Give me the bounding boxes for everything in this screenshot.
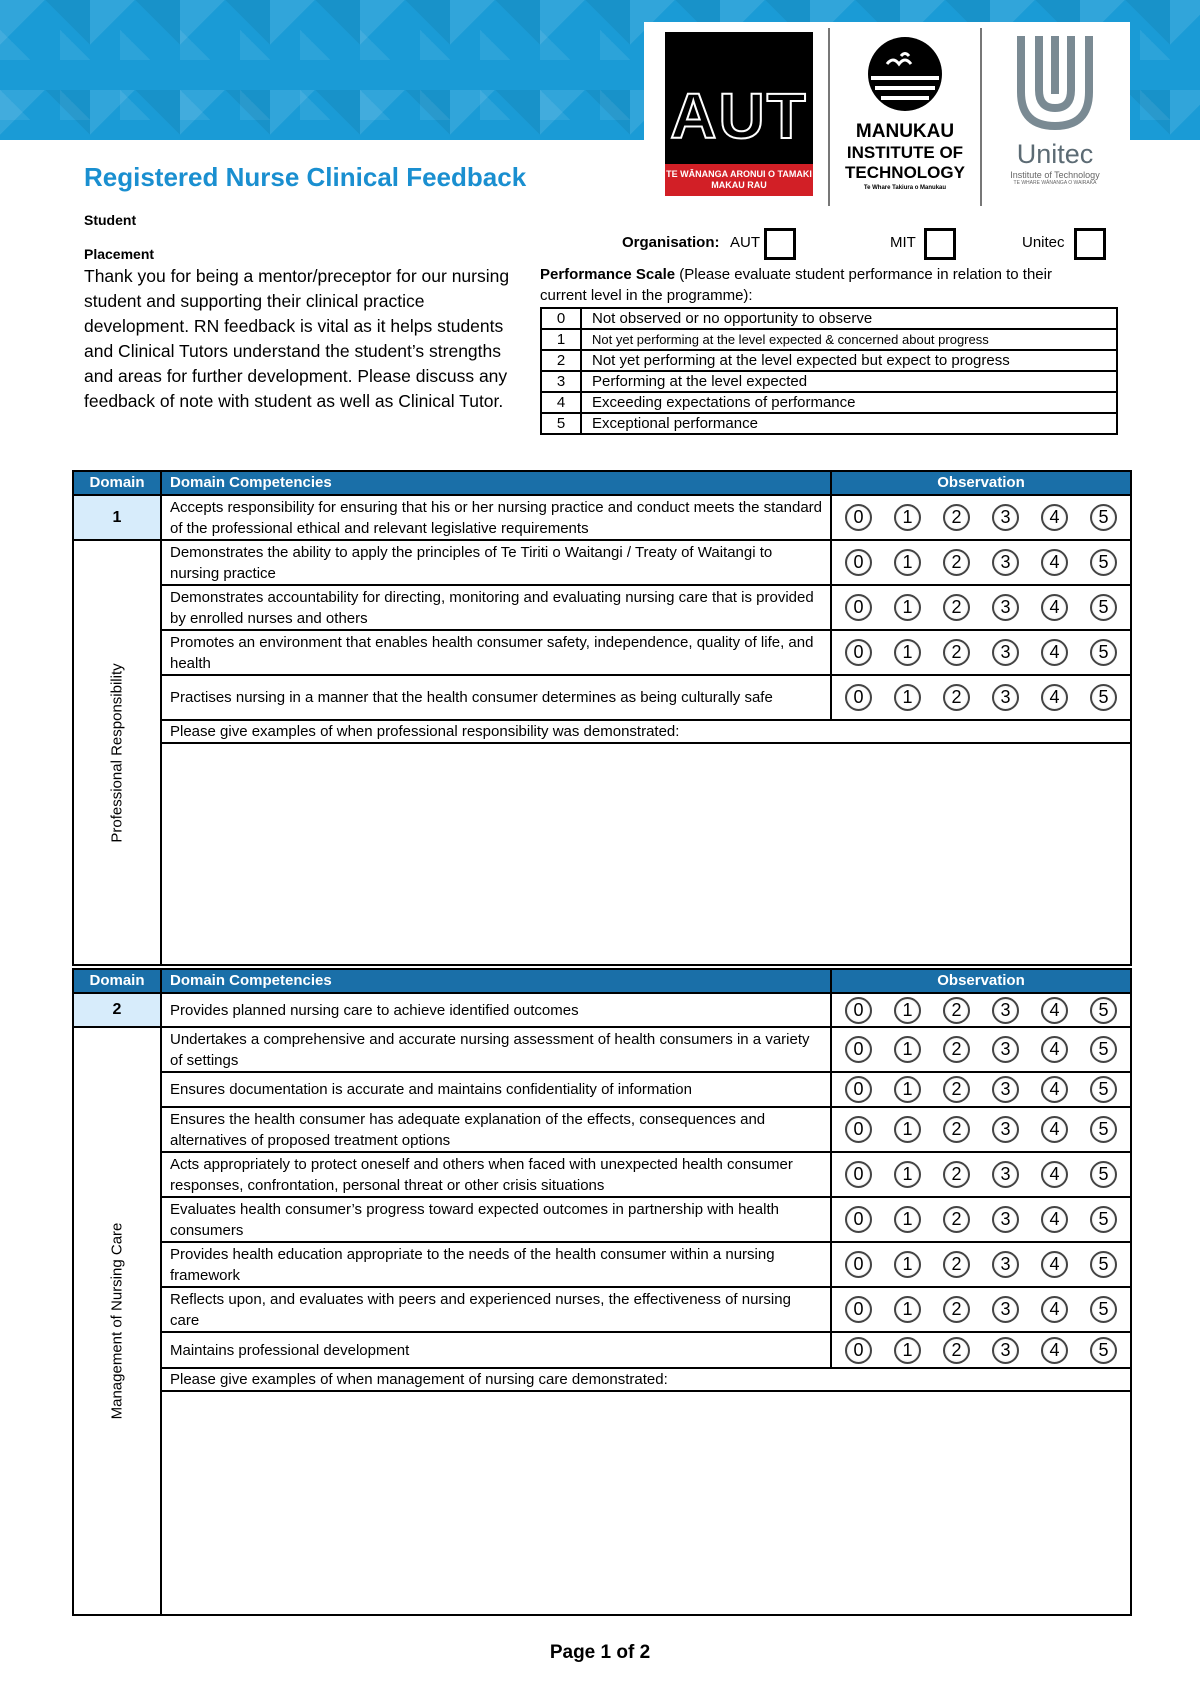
scale-description: Not yet performing at the level expected & concerned about progress: [581, 329, 1117, 350]
mit-emblem-icon: [865, 34, 945, 116]
intro-text: Thank you for being a mentor/preceptor for our nursing student and supporting their clinical practice development. RN feedback is vital as it helps students and Clinical Tutors understand the student’s strengths and areas for further development. Please discuss any feedback of note with student as well as Clinical Tutor.: [84, 266, 510, 411]
rating-option-2[interactable]: 2: [943, 1296, 970, 1323]
scale-value: 0: [541, 308, 581, 329]
rating-option-4[interactable]: 4: [1041, 639, 1068, 666]
scale-row: [541, 371, 1117, 392]
placement-label: Placement: [84, 246, 155, 262]
rating-option-2[interactable]: 2: [943, 549, 970, 576]
rating-option-4[interactable]: 4: [1041, 504, 1068, 531]
examples-answer-row: [73, 1391, 1131, 1615]
competency-text: Provides planned nursing care to achieve identified outcomes: [161, 993, 831, 1027]
rating-option-5[interactable]: 5: [1090, 639, 1117, 666]
domain-number: 1: [73, 495, 161, 540]
competency-row: [73, 1027, 1131, 1072]
rating-option-1[interactable]: 1: [894, 549, 921, 576]
competency-row: [73, 495, 1131, 540]
rating-option-3[interactable]: 3: [992, 997, 1019, 1024]
rating-option-2[interactable]: 2: [943, 1337, 970, 1364]
rating-group: [831, 1152, 1131, 1197]
rating-option-1[interactable]: 1: [894, 1206, 921, 1233]
rating-option-1[interactable]: 1: [894, 1251, 921, 1278]
scale-description: Exceeding expectations of performance: [581, 392, 1117, 413]
examples-answer-area[interactable]: [161, 1391, 1131, 1615]
rating-option-5[interactable]: 5: [1090, 1161, 1117, 1188]
scale-row: [541, 329, 1117, 350]
org-checkbox-aut[interactable]: [764, 228, 796, 260]
rating-group: [831, 1072, 1131, 1107]
rating-option-4[interactable]: 4: [1041, 549, 1068, 576]
unitec-logo-name: Unitec: [1016, 139, 1094, 169]
domain-2-table: [72, 968, 1132, 1616]
examples-prompt: Please give examples of when management of nursing care demonstrated:: [161, 1368, 1131, 1391]
scale-row: [541, 392, 1117, 413]
scale-description: Exceptional performance: [581, 413, 1117, 434]
rating-option-1[interactable]: 1: [894, 1161, 921, 1188]
rating-option-5[interactable]: 5: [1090, 1296, 1117, 1323]
rating-option-2[interactable]: 2: [943, 639, 970, 666]
competency-text: Ensures documentation is accurate and maintains confidentiality of information: [161, 1072, 831, 1107]
org-option-aut-label: AUT: [730, 234, 760, 251]
competency-text: Maintains professional development: [161, 1332, 831, 1368]
rating-option-5[interactable]: 5: [1090, 1116, 1117, 1143]
rating-option-2[interactable]: 2: [943, 684, 970, 711]
rating-option-3[interactable]: 3: [992, 1036, 1019, 1063]
rating-option-5[interactable]: 5: [1090, 1036, 1117, 1063]
performance-scale-label: Performance Scale: [540, 266, 676, 283]
rating-group: [831, 1027, 1131, 1072]
scale-description: Performing at the level expected: [581, 371, 1117, 392]
competency-text: Accepts responsibility for ensuring that his or her nursing practice and conduct meets the standard of the professional ethical and relevant legislative requirements: [161, 495, 831, 540]
examples-prompt-row: [73, 720, 1131, 743]
rating-option-3[interactable]: 3: [992, 1076, 1019, 1103]
rating-option-0[interactable]: 0: [845, 1116, 872, 1143]
rating-option-1[interactable]: 1: [894, 1036, 921, 1063]
rating-option-5[interactable]: 5: [1090, 997, 1117, 1024]
rating-option-2[interactable]: 2: [943, 997, 970, 1024]
mit-logo-line1: MANUKAU: [855, 121, 955, 142]
domain-name: Professional Responsibility: [108, 662, 126, 843]
rating-option-2[interactable]: 2: [943, 1251, 970, 1278]
logo-divider: [980, 28, 982, 206]
rating-option-4[interactable]: 4: [1041, 1296, 1068, 1323]
competency-text: Undertakes a comprehensive and accurate nursing assessment of health consumers in a variety of settings: [161, 1027, 831, 1072]
org-option-mit-label: MIT: [890, 234, 916, 251]
competencies-header: Domain Competencies: [161, 471, 831, 495]
rating-option-0[interactable]: 0: [845, 594, 872, 621]
competency-text: Promotes an environment that enables health consumer safety, independence, quality of life, and health: [161, 630, 831, 675]
rating-option-1[interactable]: 1: [894, 639, 921, 666]
rating-group: [831, 495, 1131, 540]
rating-option-0[interactable]: 0: [845, 504, 872, 531]
rating-option-5[interactable]: 5: [1090, 594, 1117, 621]
performance-scale-note: (Please evaluate student performance in relation to their current level in the programme):: [540, 266, 1052, 304]
domain-name: Management of Nursing Care: [108, 1222, 126, 1420]
rating-option-4[interactable]: 4: [1041, 1036, 1068, 1063]
rating-option-2[interactable]: 2: [943, 504, 970, 531]
rating-option-4[interactable]: 4: [1041, 1206, 1068, 1233]
rating-option-1[interactable]: 1: [894, 1076, 921, 1103]
rating-option-3[interactable]: 3: [992, 1116, 1019, 1143]
rating-option-2[interactable]: 2: [943, 1206, 970, 1233]
org-option-unitec-label: Unitec: [1022, 234, 1065, 251]
competency-row: [73, 1332, 1131, 1368]
rating-option-3[interactable]: 3: [992, 1296, 1019, 1323]
rating-group: [831, 1242, 1131, 1287]
rating-option-5[interactable]: 5: [1090, 1076, 1117, 1103]
rating-group: [831, 993, 1131, 1027]
rating-option-3[interactable]: 3: [992, 1161, 1019, 1188]
rating-option-2[interactable]: 2: [943, 1036, 970, 1063]
competency-row: [73, 585, 1131, 630]
rating-group: [831, 1107, 1131, 1152]
scale-description: Not yet performing at the level expected but expect to progress: [581, 350, 1117, 371]
rating-option-5[interactable]: 5: [1090, 1206, 1117, 1233]
rating-option-4[interactable]: 4: [1041, 1251, 1068, 1278]
competency-row: [73, 675, 1131, 720]
rating-option-0[interactable]: 0: [845, 1251, 872, 1278]
rating-option-3[interactable]: 3: [992, 504, 1019, 531]
rating-option-0[interactable]: 0: [845, 1076, 872, 1103]
rating-option-4[interactable]: 4: [1041, 1337, 1068, 1364]
rating-option-3[interactable]: 3: [992, 1251, 1019, 1278]
scale-value: 3: [541, 371, 581, 392]
rating-option-0[interactable]: 0: [845, 1337, 872, 1364]
rating-option-0[interactable]: 0: [845, 1036, 872, 1063]
competency-text: Practises nursing in a manner that the health consumer determines as being culturally safe: [161, 675, 831, 720]
rating-group: [831, 540, 1131, 585]
mit-logo-line3: TECHNOLOGY: [845, 163, 965, 182]
rating-option-4[interactable]: 4: [1041, 594, 1068, 621]
rating-option-3[interactable]: 3: [992, 639, 1019, 666]
examples-prompt: Please give examples of when professional responsibility was demonstrated:: [161, 720, 1131, 743]
domain-side-cell: [73, 1027, 161, 1615]
scale-row: [541, 308, 1117, 329]
rating-option-0[interactable]: 0: [845, 639, 872, 666]
performance-scale-text: [540, 264, 1080, 306]
competency-row: [73, 1242, 1131, 1287]
scale-value: 1: [541, 329, 581, 350]
page-footer: [0, 1642, 1200, 1664]
rating-option-3[interactable]: 3: [992, 1206, 1019, 1233]
domain-header: Domain: [73, 969, 161, 993]
aut-logo-text: AUT: [670, 80, 808, 152]
rating-option-4[interactable]: 4: [1041, 1116, 1068, 1143]
rating-group: [831, 1287, 1131, 1332]
rating-option-5[interactable]: 5: [1090, 1337, 1117, 1364]
scale-row: [541, 350, 1117, 371]
rating-option-0[interactable]: 0: [845, 684, 872, 711]
scale-row: [541, 413, 1117, 434]
competency-row: [73, 1072, 1131, 1107]
rating-option-0[interactable]: 0: [845, 1206, 872, 1233]
examples-prompt-row: [73, 1368, 1131, 1391]
rating-option-2[interactable]: 2: [943, 1161, 970, 1188]
page-title: Registered Nurse Clinical Feedback: [84, 162, 527, 192]
rating-option-1[interactable]: 1: [894, 1296, 921, 1323]
rating-option-1[interactable]: 1: [894, 1337, 921, 1364]
competency-text: Reflects upon, and evaluates with peers and experienced nurses, the effectiveness of nursing care: [161, 1287, 831, 1332]
rating-option-5[interactable]: 5: [1090, 1251, 1117, 1278]
mit-logo-line2: INSTITUTE OF: [846, 143, 964, 162]
rating-option-2[interactable]: 2: [943, 1116, 970, 1143]
competency-row: [73, 630, 1131, 675]
rating-option-3[interactable]: 3: [992, 1337, 1019, 1364]
rating-option-4[interactable]: 4: [1041, 684, 1068, 711]
logo-divider: [828, 28, 830, 206]
examples-answer-row: [73, 743, 1131, 965]
competency-text: Acts appropriately to protect oneself and others when faced with unexpected health consumer responses, confrontation, personal threat or other crisis situations: [161, 1152, 831, 1197]
domain-side-cell: [73, 540, 161, 965]
rating-option-1[interactable]: 1: [894, 684, 921, 711]
rating-option-3[interactable]: 3: [992, 594, 1019, 621]
competency-row: [73, 1152, 1131, 1197]
competency-text: Ensures the health consumer has adequate explanation of the effects, consequences and alternatives of proposed treatment options: [161, 1107, 831, 1152]
rating-option-5[interactable]: 5: [1090, 684, 1117, 711]
competency-row: [73, 993, 1131, 1027]
unitec-logo-sub: Institute of Technology: [1010, 170, 1100, 180]
rating-option-4[interactable]: 4: [1041, 1161, 1068, 1188]
rating-option-1[interactable]: 1: [894, 1116, 921, 1143]
rating-option-5[interactable]: 5: [1090, 504, 1117, 531]
scale-value: 5: [541, 413, 581, 434]
performance-scale-table: [540, 307, 1118, 435]
org-checkbox-mit[interactable]: [924, 228, 956, 260]
mit-logo-tagline: Te Whare Takiura o Manukau: [863, 185, 947, 191]
rating-option-1[interactable]: 1: [894, 594, 921, 621]
rating-option-1[interactable]: 1: [894, 504, 921, 531]
org-checkbox-unitec[interactable]: [1074, 228, 1106, 260]
competency-text: Demonstrates accountability for directing, monitoring and evaluating nursing care that is provided by enrolled nurses and others: [161, 585, 831, 630]
scale-value: 4: [541, 392, 581, 413]
rating-option-3[interactable]: 3: [992, 549, 1019, 576]
rating-option-0[interactable]: 0: [845, 1161, 872, 1188]
competency-row: [73, 1107, 1131, 1152]
scale-value: 2: [541, 350, 581, 371]
competency-text: Provides health education appropriate to the needs of the health consumer within a nursing framework: [161, 1242, 831, 1287]
domain-number: 2: [73, 993, 161, 1027]
unitec-logo: [1000, 34, 1110, 186]
rating-group: [831, 1197, 1131, 1242]
rating-option-4[interactable]: 4: [1041, 1076, 1068, 1103]
unitec-emblem-icon: [1017, 34, 1093, 130]
aut-logo: [665, 32, 813, 196]
competencies-header: Domain Competencies: [161, 969, 831, 993]
competency-row: [73, 1197, 1131, 1242]
rating-option-2[interactable]: 2: [943, 1076, 970, 1103]
rating-group: [831, 1332, 1131, 1368]
rating-option-3[interactable]: 3: [992, 684, 1019, 711]
rating-option-4[interactable]: 4: [1041, 997, 1068, 1024]
mit-logo: [840, 34, 970, 191]
rating-option-0[interactable]: 0: [845, 549, 872, 576]
unitec-logo-maori: TE WHARE WĀNANGA O WAIRAKA: [1013, 180, 1097, 186]
aut-logo-maori: TE WĀNANGA ARONUI O TAMAKI MAKAU RAU: [665, 164, 813, 196]
examples-answer-area[interactable]: [161, 743, 1131, 965]
rating-option-5[interactable]: 5: [1090, 549, 1117, 576]
rating-group: [831, 675, 1131, 720]
domain-header: Domain: [73, 471, 161, 495]
rating-option-0[interactable]: 0: [845, 1296, 872, 1323]
rating-option-2[interactable]: 2: [943, 594, 970, 621]
competency-text: Evaluates health consumer’s progress toward expected outcomes in partnership with health consumers: [161, 1197, 831, 1242]
student-label: Student: [84, 212, 137, 228]
rating-option-0[interactable]: 0: [845, 997, 872, 1024]
rating-group: [831, 585, 1131, 630]
competency-row: [73, 540, 1131, 585]
observation-header: Observation: [831, 969, 1131, 993]
scale-description: Not observed or no opportunity to observe: [581, 308, 1117, 329]
rating-group: [831, 630, 1131, 675]
observation-header: Observation: [831, 471, 1131, 495]
page-number: Page 1 of 2: [549, 1642, 651, 1663]
organisation-label: Organisation:: [622, 234, 720, 251]
rating-option-1[interactable]: 1: [894, 997, 921, 1024]
domain-1-table: [72, 470, 1132, 966]
competency-row: [73, 1287, 1131, 1332]
competency-text: Demonstrates the ability to apply the principles of Te Tiriti o Waitangi / Treaty of Waitangi to nursing practice: [161, 540, 831, 585]
